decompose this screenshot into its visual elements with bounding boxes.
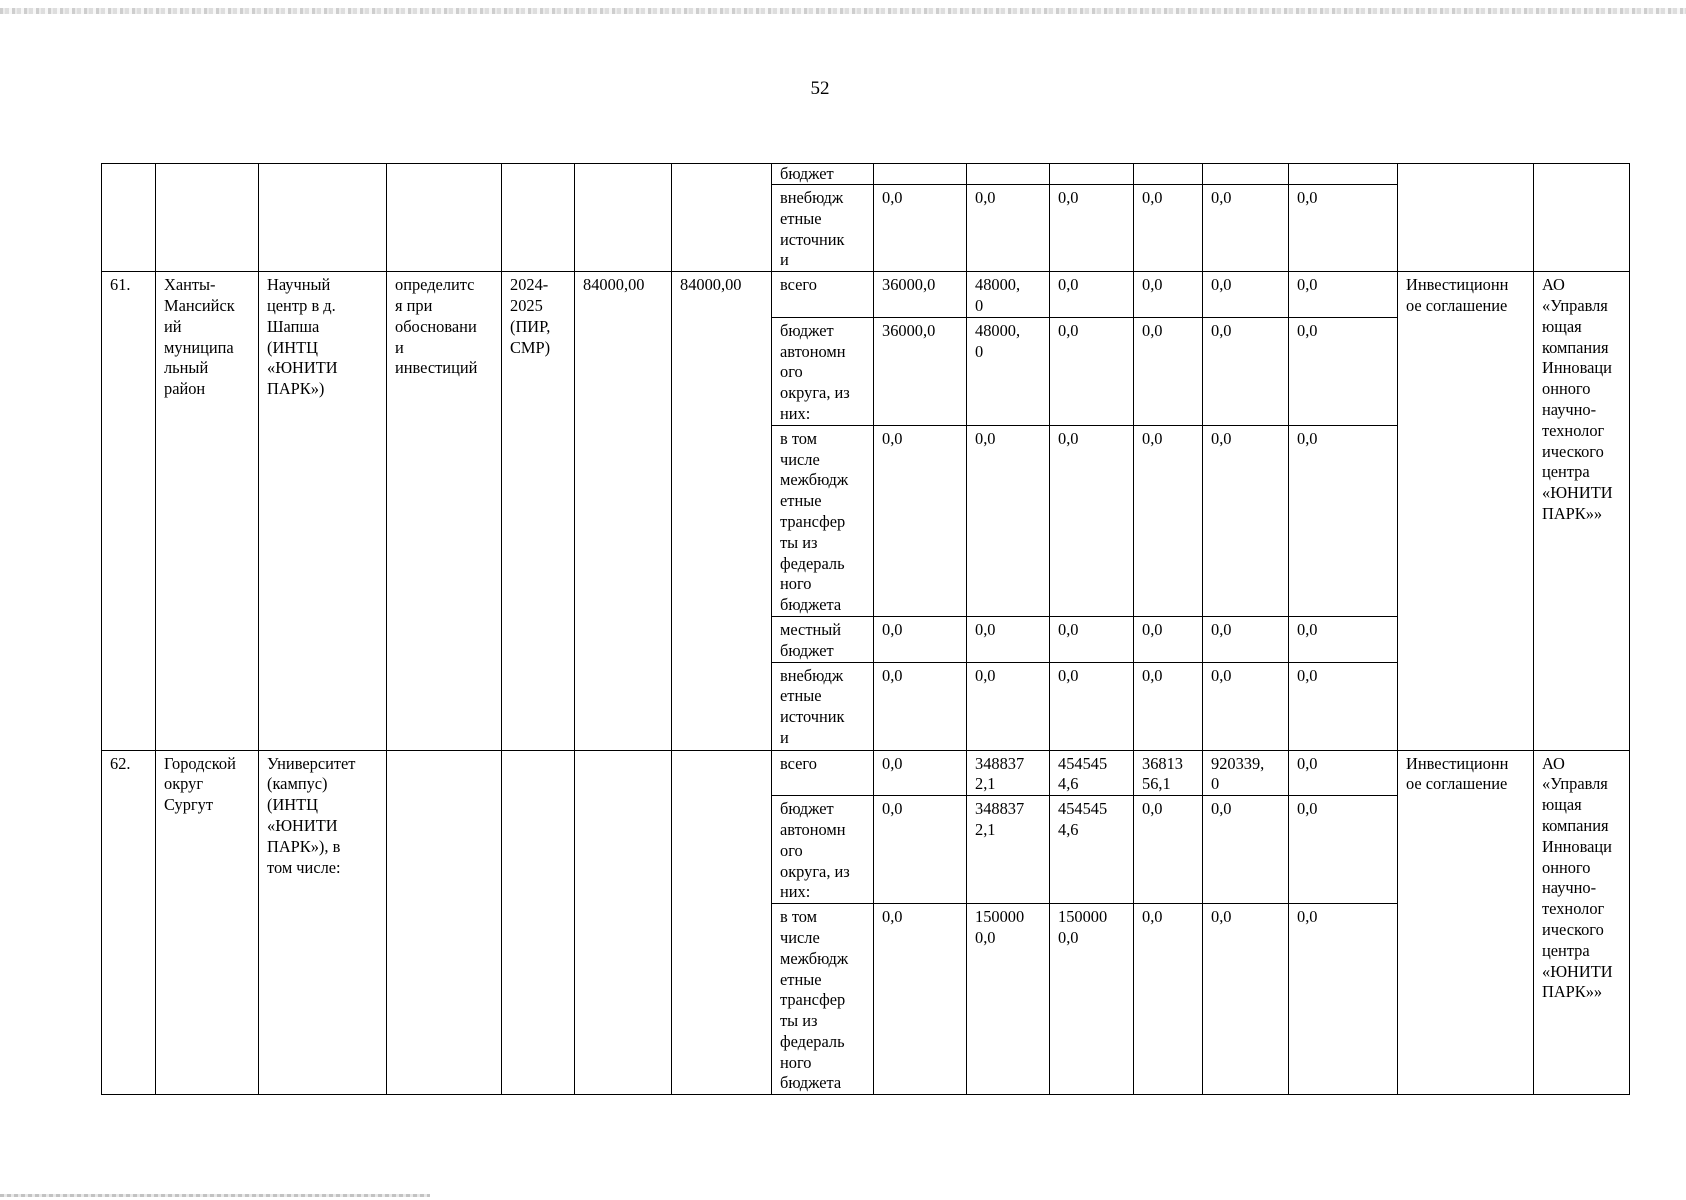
mechanism-cell: Инвестиционн ое соглашение [1398,750,1534,1095]
amount-cell: 0,0 [1289,750,1398,796]
amount-cell: 48000, 0 [967,272,1050,318]
amount-cell: 0,0 [967,662,1050,750]
amount-cell: 0,0 [1203,904,1289,1095]
amount-cell: 36000,0 [874,272,967,318]
amount-cell: 36000,0 [874,317,967,425]
investment-table [101,163,1630,1095]
table-cell [1398,164,1534,272]
amount-cell: 348837 2,1 [967,796,1050,904]
amount-cell: 0,0 [1289,317,1398,425]
amount-cell: 0,0 [1203,425,1289,616]
amount-cell: 0,0 [1289,616,1398,662]
table-cell [967,164,1050,185]
amount-cell: 0,0 [967,185,1050,272]
municipality-cell: Городской округ Сургут [156,750,259,1095]
amount-cell: 0,0 [1289,425,1398,616]
source-label: бюджет [772,164,874,185]
amount-cell: 0,0 [874,750,967,796]
municipality-cell: Ханты- Мансийск ий муниципа льный район [156,272,259,750]
source-label: бюджет автономн ого округа, из них: [772,796,874,904]
table-row [102,164,1630,185]
source-label: внебюдж етные источник и [772,185,874,272]
table-cell [1203,164,1289,185]
table-cell [259,164,387,272]
amount-cell: 454545 4,6 [1050,796,1134,904]
total-cost-cell: 84000,00 [575,272,672,750]
total-cost-cell [575,750,672,1095]
amount-cell: 0,0 [1134,185,1203,272]
capacity-cell [387,750,502,1095]
table-cell [874,164,967,185]
remaining-cost-cell [672,750,772,1095]
amount-cell: 0,0 [1134,425,1203,616]
amount-cell: 0,0 [1203,317,1289,425]
amount-cell: 0,0 [1050,185,1134,272]
scan-edge-bottom [0,1194,430,1197]
source-label: внебюдж етные источник и [772,662,874,750]
table-row [102,272,1630,318]
responsible-cell: АО «Управля ющая компания Инноваци онного научно- технолог ического центра «ЮНИТИ ПАРК»» [1534,750,1630,1095]
object-cell: Научный центр в д. Шапша (ИНТЦ «ЮНИТИ ПАРК») [259,272,387,750]
table-cell [1050,164,1134,185]
amount-cell: 348837 2,1 [967,750,1050,796]
amount-cell: 0,0 [874,796,967,904]
source-label: в том числе межбюдж етные трансфер ты из федераль ного бюджета [772,425,874,616]
period-cell: 2024- 2025 (ПИР, СМР) [502,272,575,750]
amount-cell: 0,0 [1050,425,1134,616]
amount-cell: 920339, 0 [1203,750,1289,796]
source-label: всего [772,750,874,796]
amount-cell: 0,0 [1289,185,1398,272]
amount-cell: 0,0 [1203,796,1289,904]
amount-cell: 0,0 [967,425,1050,616]
table-cell [1289,164,1398,185]
row-number: 62. [102,750,156,1095]
table-cell [1534,164,1630,272]
amount-cell: 0,0 [1289,796,1398,904]
amount-cell: 0,0 [1134,317,1203,425]
amount-cell: 0,0 [1203,662,1289,750]
source-label: всего [772,272,874,318]
amount-cell: 0,0 [1134,904,1203,1095]
table-cell [502,164,575,272]
mechanism-cell: Инвестиционн ое соглашение [1398,272,1534,750]
table-cell [156,164,259,272]
amount-cell: 0,0 [1289,272,1398,318]
amount-cell: 0,0 [874,662,967,750]
amount-cell: 0,0 [1050,317,1134,425]
source-label: местный бюджет [772,616,874,662]
amount-cell: 0,0 [1203,616,1289,662]
table-row [102,750,1630,796]
amount-cell: 0,0 [1203,185,1289,272]
table-cell [1134,164,1203,185]
amount-cell: 0,0 [1134,662,1203,750]
responsible-cell: АО «Управля ющая компания Инноваци онного научно- технолог ического центра «ЮНИТИ ПАРК»» [1534,272,1630,750]
amount-cell: 0,0 [874,904,967,1095]
amount-cell: 0,0 [967,616,1050,662]
source-label: бюджет автономн ого округа, из них: [772,317,874,425]
amount-cell: 0,0 [1050,272,1134,318]
amount-cell: 36813 56,1 [1134,750,1203,796]
capacity-cell: определитс я при обосновани и инвестиций [387,272,502,750]
amount-cell: 0,0 [1134,272,1203,318]
amount-cell: 454545 4,6 [1050,750,1134,796]
amount-cell: 0,0 [874,185,967,272]
amount-cell: 150000 0,0 [1050,904,1134,1095]
table-cell [387,164,502,272]
table-cell [575,164,672,272]
amount-cell: 0,0 [1134,616,1203,662]
amount-cell: 0,0 [1134,796,1203,904]
page-number: 52 [810,78,830,99]
table-cell [102,164,156,272]
amount-cell: 0,0 [1289,662,1398,750]
amount-cell: 150000 0,0 [967,904,1050,1095]
amount-cell: 0,0 [1203,272,1289,318]
object-cell: Университет (кампус) (ИНТЦ «ЮНИТИ ПАРК»), в том числе: [259,750,387,1095]
table-cell [672,164,772,272]
amount-cell: 48000, 0 [967,317,1050,425]
amount-cell: 0,0 [1050,616,1134,662]
source-label: в том числе межбюдж етные трансфер ты из федераль ного бюджета [772,904,874,1095]
amount-cell: 0,0 [1289,904,1398,1095]
remaining-cost-cell: 84000,00 [672,272,772,750]
row-number: 61. [102,272,156,750]
amount-cell: 0,0 [874,616,967,662]
amount-cell: 0,0 [1050,662,1134,750]
period-cell [502,750,575,1095]
amount-cell: 0,0 [874,425,967,616]
scan-edge-top [0,8,1686,14]
